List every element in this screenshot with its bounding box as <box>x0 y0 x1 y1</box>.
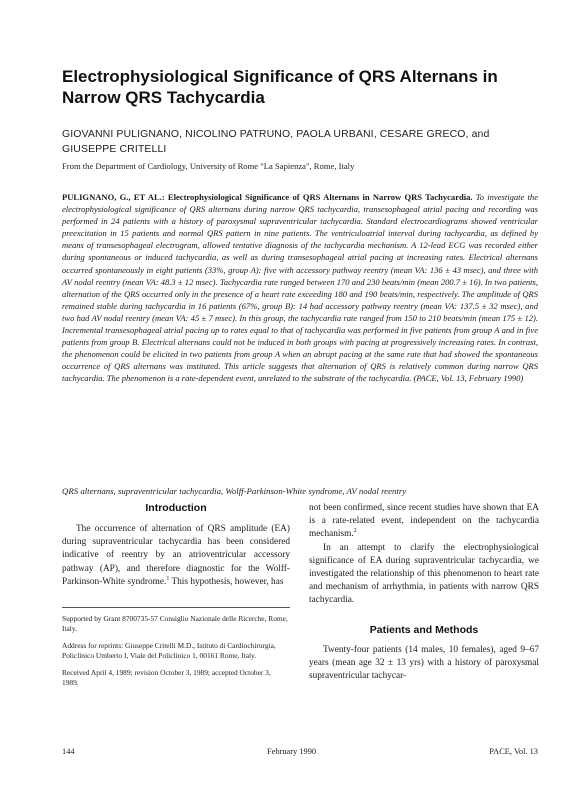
footnote-reprints: Address for reprints: Giuseppe Critelli M.D., Istituto di Cardiochirurgia, Policlinico Umberto I, Viale del Policlinico 1, 00161 Rome, Italy. <box>62 640 276 661</box>
introduction-heading: Introduction <box>145 502 207 514</box>
introduction-paragraph-3: In an attempt to clarify the electrophysiological significance of EA during supraventricular tachycardia, we investigated the relationship of this phenomenon to heart rate and mechanism of arrhythmia, in patients with narrow QRS tachycardia. <box>309 542 539 606</box>
journal-volume: PACE, Vol. 13 <box>489 747 538 756</box>
keywords: QRS alternans, supraventricular tachycardia, Wolff-Parkinson-White syndrome, AV nodal reentry <box>62 486 407 496</box>
issue-date: February 1990 <box>267 747 317 756</box>
left-column <box>62 502 290 589</box>
footnotes <box>62 614 288 694</box>
page-footer <box>62 747 538 759</box>
introduction-paragraph-2: not been confirmed, since recent studies have shown that EA is a rate-related event, independent on the tachycardia mechanism.$^2$ <box>309 503 539 540</box>
abstract-text: To investigate the electrophysiological significance of QRS alternans during narrow QRS tachycardia, transesophageal atrial pacing and recording was performed in 24 patients with a history of paroxysmal supraventricular tachycardia. Standard electrocardiograms showed ventricular preexcitation in 15 patients and normal QRS pattern in nine patients. The ventriculoatrial interval during tachycardia, as defined by means of transesophageal electrogram, allowed tentative diagnosis of the tachycardia mechanism. A 12-lead ECG was recorded either during spontaneous or induced tachycardia, as well as during transesophageal atrial pacing at increasing rates. Electrical alternans occurred spontaneously in eight patients (33%, group A): five with accessory pathway reentry (mean VA: 136 ± 43 msec), and three with AV nodal reentry (mean VA: 48.3 ± 12 msec). Tachycardia rate ranged between 170 and 230 beats/min (mean 200.7 ± 16). In two patients, alternation of the QRS occurred only in the presence of a heart rate exceeding 180 and 190 beats/min, respectively. The amplitude of QRS remained stable during tachycardia in 16 patients (67%, group B): 14 had accessory pathway reentry (mean VA: 137.5 ± 32 msec), and two had AV nodal reentry (mean VA: 45 ± 7 msec). In this group, the tachycardia rate ranged from 150 to 210 beats/min (mean 175 ± 12). Incremental transesophageal atrial pacing up to rates equal to that of tachycardia was performed in five patients from group A and in five patients from group B. Electrical alternans could not be induced in both groups with pacing at progressively increasing rates. In contrast, the phenomenon could be elicited in two patients from group A when an abrupt pacing at the same rate that had showed the spontaneous occurrence of QRS alternans was instituted. This article suggests that alternation of QRS is relatively common during narrow QRS tachycardia. The phenomenon is a rate-dependent event, unrelated to the substrate of the tachycardia. (PACE, Vol. 13, February 1990) <box>62 192 538 384</box>
author-list: GIOVANNI PULIGNANO, NICOLINO PATRUNO, PAOLA URBANI, CESARE GRECO, and GIUSEPPE CRITELLI <box>62 128 490 155</box>
right-column <box>309 502 539 683</box>
footnote-received: Received April 4, 1989; revision October 3, 1989; accepted October 3, 1989. <box>62 667 271 688</box>
reference-2: 2 <box>353 528 357 535</box>
affiliation: From the Department of Cardiology, University of Rome "La Sapienza", Rome, Italy <box>62 161 355 171</box>
footnote-divider <box>62 607 290 608</box>
article-title: Electrophysiological Significance of QRS Alternans in Narrow QRS Tachycardia <box>62 67 498 107</box>
page-number: 144 <box>62 747 75 756</box>
methods-paragraph-1: Twenty-four patients (14 males, 10 females), aged 9–67 years (mean age 32 ± 13 yrs) with a history of paroxysmal supraventricular tachycar- <box>309 644 539 682</box>
reference-1: 1 <box>166 575 170 582</box>
introduction-paragraph-1: The occurrence of alternation of QRS amplitude (EA) during supraventricular tachycardia has been considered indicative of reentry by an atrioventricular accessory pathway (AP), and therefore diagnostic for the Wolff-Parkinson-White syndrome.$^1$ This hypothesis, however, has <box>62 524 290 587</box>
abstract <box>62 191 538 385</box>
abstract-lead: PULIGNANO, G., ET AL.: Electrophysiological Significance of QRS Alternans in Narrow QRS Tachycardia. <box>62 192 473 202</box>
methods-heading: Patients and Methods <box>369 623 479 636</box>
footnote-support: Supported by Grant 8700735-57 Consiglio Nazionale delle Ricerche, Rome, Italy. <box>62 614 288 634</box>
